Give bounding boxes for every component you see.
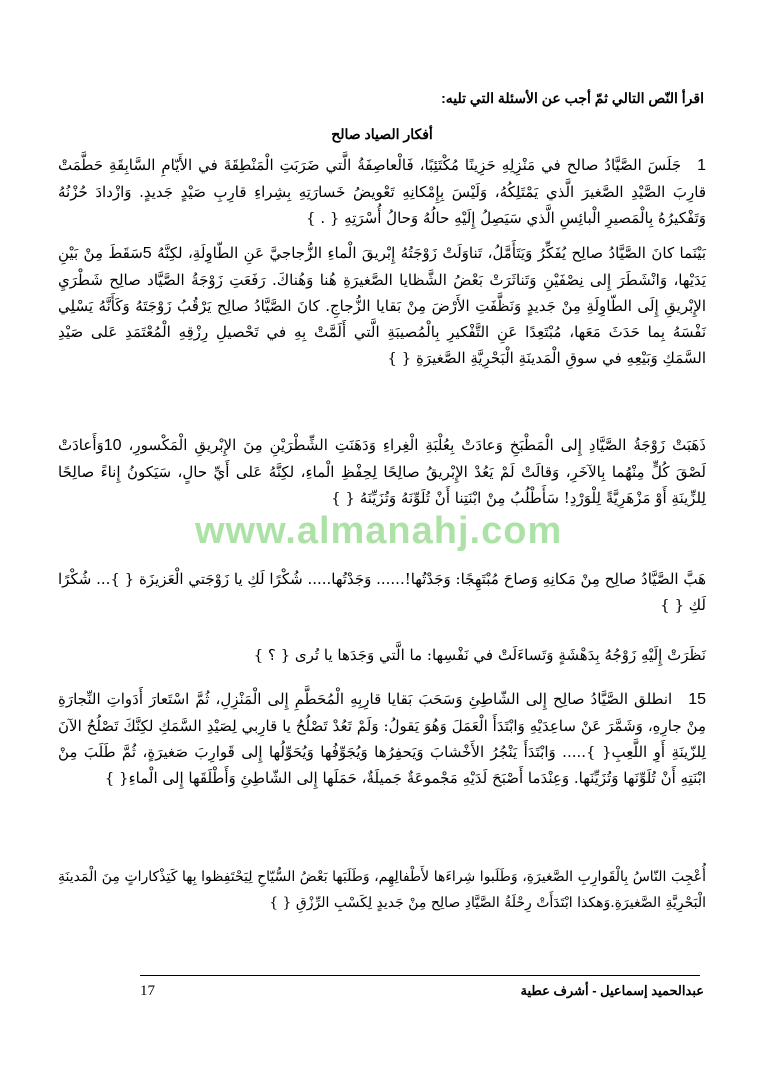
line-number: 5 [142, 245, 152, 262]
footer-author: عبدالحميد إسماعيل - أشرف عطية [520, 983, 704, 998]
page-number: 17 [140, 983, 155, 999]
paragraph-text: هَبَّ الصَّيَّادُ صالِح مِنْ مَكانِهِ وَصاحَ مُبْتَهِجًا: وَجَدْتُها!...... وَجَدْتُها..... شُكْرًا لَكِ يا زَوْجَتي الْعَزيزَة { }... شُكْرًا لَكِ { } [58, 570, 706, 614]
paragraph-text: أُعْجِبَ النّاسُ بِالْقَوارِبِ الصَّغيرَةِ، وَطَلَبوا شِراءَها لأَطْفالِهِم، وَطَلَبَها بَعْضُ السُّيّاحِ لِيَحْتَفِظوا بِها كَتِذْكاراتٍ مِنَ الْمَدينَةِ الْبَحْرِيَّةِ الصَّغيرَةِ.وَهكذا ابْتَدَأَتْ رِحْلَةُ الصَّيَّادِ صالِح مِنْ جَديدٍ لِكَسْبِ الرِّزْقِ { } [58, 869, 706, 911]
instruction-heading: اقرأ النّص التالي ثمّ أجب عن الأسئلة التي تليه: [441, 90, 704, 106]
story-title: أفكار الصياد صالح [331, 126, 433, 142]
paragraph-5 [58, 642, 706, 668]
line-number: 10 [103, 437, 122, 454]
paragraph-text: انطلق الصَّيَّادُ صالِح إِلى الشّاطِئِ وَسَحَبَ بَقايا قارِبِهِ الْمُحَطَّمِ إِلى الْمَنْزِلِ، ثُمَّ اسْتَعارَ أَدَواتِ النِّجارَةِ مِنْ جارِهِ، وَشَمَّرَ عَنْ ساعِدَيْهِ وَابْتَدَأَ الْعَمَلَ وَهُوَ يَقولُ: وَلَمْ تَعُدْ تَصْلُحُ يا قارِبي لِصَيْدِ السَّمَكِ لكِنَّكَ تَصْلُحُ الآنَ لِلزّينَةِ أَوِ اللَّعِبِ{ }..... وَابْتَدَأَ يَنْجُرُ الأَخْشابَ وَيَحفِرُها وَيُجَوِّفُها وَيُحَوِّلُها إِلى قَوارِبَ صَغيرَةٍ، ثُمَّ طَلَبَ مِنْ ابْنَتِهِ أَنْ تُلَوِّنَها وَتُزَيِّنَها. وَعِنْدَما أَصْبَحَ لَدَيْهِ مَجْموعَةٌ جَميلَةٌ، حَمَلَها إِلى الشّاطِئِ وَأَطْلَقَها إِلى الْماءِ{ } [58, 690, 706, 787]
paragraph-text: بَيْنَما كانَ الصَّيَّادُ صالِح يُفَكِّرُ وَيَتَأَمَّلُ، تَناوَلَتْ زَوْجَتُهُ إِبْريقَ الْماءِ الزُّجاجيَّ عَنِ الطّاوِلَةِ، لكِنَّهُ [157, 244, 706, 262]
paragraph-3 [58, 432, 706, 511]
line-number: 1 [697, 157, 706, 174]
paragraph-text: جَلَسَ الصَّيَّادُ صالح في مَنْزِلِهِ حَزِينًا مُكْتَئِبًا، فَالْعاصِفَةُ الَّتي ضَرَبَتِ الْمَنْطِقَةَ في الأَيّامِ السَّابِقَةِ حَطَّمَتْ قارِبَ الصَّيْدِ الصَّغيرَ الَّذي يَمْتَلِكُهُ، وَلَيْسَ بِإِمْكانِهِ تَعْويضُ خَسارَتِهِ بِشِراءِ قارِبِ صَيْدٍ جَديدٍ. وَازْدادَ حُزْنُهُ وَتَفْكيرُهُ بِالْمَصيرِ الْبائِسِ الَّذي سَيَصِلُ إِلَيْهِ حالُهُ وَحالُ أُسْرَتِهِ { . } [58, 156, 706, 227]
paragraph-text: سَقَطَ مِنْ بَيْنِ يَدَيْها، وَانْشَطَرَ إِلى نِصْفَيْنِ وَتَناثَرَتْ بَعْضُ الشَّظايا الصَّغيرَةِ هُنا وَهُناكَ. رَفَعَتِ زَوْجَةُ الصَّيَّاد صالِح شَطْرَيِ الإِبْريقِ إِلَى الطّاوِلَةِ مِنْ جَديدٍ وَنَظَّفَتِ الأَرْضَ مِنْ بَقايا الزُّجاجِ. كانَ الصَّيَّادُ صالِح يَرْقُبُ زَوْجَتَهُ وَكَأَنَّهُ يَسْلِي نَفْسَهُ بِما حَدَثَ مَعَها، مُبْتَعِدًا عَنِ التَّفْكيرِ بِالْمُصيبَةِ الَّتي أَلَمَّتْ بِهِ في تَحْصيلِ رِزْقِهِ الْمُعْتَمَدِ عَلى صَيْدِ السَّمَكِ وَبَيْعِهِ في سوقِ الْمَدينَةِ الْبَحْرِيَّةِ الصَّغيرَةِ { } [58, 244, 706, 367]
paragraph-4 [58, 566, 706, 618]
watermark: www.almanahj.com [195, 510, 563, 552]
line-number: 15 [688, 691, 706, 708]
paragraph-text: وَأَعادَتْ لَصْقَ كُلٍّ مِنْهُما بِالآخَرِ، وَقالَتْ لَمْ يَعُدْ الإِبْريقُ صالِحًا لِحِفْظِ الْماءِ، لكِنَّهُ عَلى أَيِّ حالٍ، سَيَكونُ إِناءً صالِحًا لِلزِّينَةِ أَوْ مَزْهَرِيَّةً لِلْوَرْدِ! سَأَطْلُبُ مِنْ ابْنَتِنا أَنْ تُلَوِّنَهُ وَتُزَيِّنَهُ { } [58, 436, 706, 507]
paragraph-text: ذَهَبَتْ زَوْجَةُ الصَّيَّادِ إِلى الْمَطْبَخِ وَعادَتْ بِعُلْبَةِ الْغِراءِ وَدَهَنَتِ الشِّطْرَيْنِ مِنَ الإِبْريقِ الْمَكْسورِ، [128, 436, 706, 454]
footer-divider [140, 975, 700, 976]
paragraph-7 [58, 864, 706, 916]
paragraph-1 [58, 152, 706, 231]
paragraph-2 [58, 240, 706, 371]
paragraph-text: نَظَرَتْ إِلَيْهِ زَوْجُهُ بِدَهْشَةٍ وَتَساءَلَتْ في نَفْسِها: ما الَّتي وَجَدَها يا تُرى { ؟ } [253, 646, 706, 664]
paragraph-6 [58, 686, 706, 791]
